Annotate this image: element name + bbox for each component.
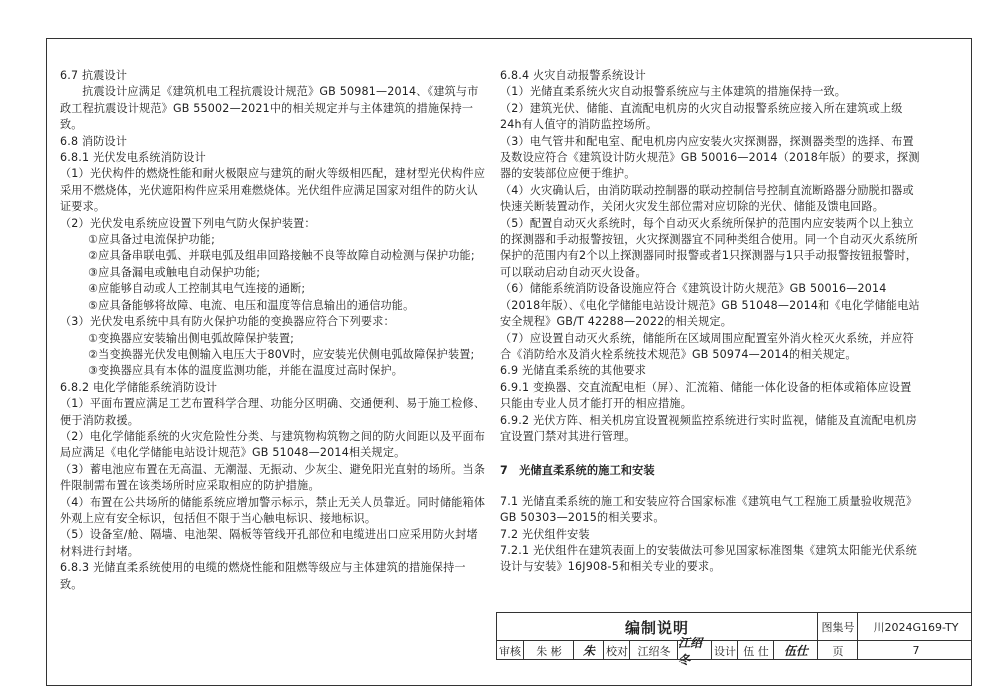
- section-6-7-body: 抗震设计应满足《建筑机电工程抗震设计规范》GB 50981—2014、《建筑与市政工程抗震设计规范》GB 55002—2021中的相关规定并与主体建筑的措施保持一致。: [60, 85, 479, 132]
- section-6-8-1-item-1: （1）光伏构件的燃烧性能和耐火极限应与建筑的耐火等级相匹配，建材型光伏构件应采用不燃烧体，光伏遮阳构件应采用难燃烧体。光伏组件应满足国家对组件的防火认证要求。: [60, 167, 486, 214]
- section-6-8-4-item-2: （2）建筑光伏、储能、直流配电机房的火灾自动报警系统应接入所在建筑或上级24h有人值守的消防监控场所。: [500, 101, 903, 132]
- review-label: 审核: [499, 644, 521, 658]
- section-6-8-1-title: 6.8.1 光伏发电系统消防设计: [60, 151, 206, 165]
- section-6-8-2-item-2: （2）电化学储能系统的火灾危险性分类、与建筑物构筑物之间的防火间距以及平面布局应满足《电化学储能电站设计规范》GB 51048—2014相关规定。: [60, 429, 486, 460]
- section-6-8-2-item-3: （3）蓄电池应布置在无高温、无潮湿、无振动、少灰尘、避免阳光直射的场所。当条件限制需布置在该类场所时应采取相应的防护措施。: [60, 462, 486, 493]
- section-7-2-1: 7.2.1 光伏组件在建筑表面上的安装做法可参见国家标准图集《建筑太阳能光伏系统设计与安装》16J908-5和相关专业的要求。: [500, 543, 917, 574]
- page-number: 7: [857, 641, 974, 660]
- section-6-8-title: 6.8 消防设计: [60, 134, 128, 148]
- designer-signature: 伍仕: [773, 641, 818, 660]
- section-6-8-4-item-1: （1）光储直柔系统火灾自动报警系统应与主体建筑的措施保持一致。: [500, 85, 847, 99]
- right-column: [500, 68, 920, 576]
- title-block: [496, 612, 972, 686]
- section-6-8-3: 6.8.3 光储直柔系统使用的电缆的燃烧性能和阻燃等级应与主体建筑的措施保持一致。: [60, 561, 466, 591]
- sub-item: ②当变换器光伏发电侧输入电压大于80V时，应安装光伏侧电弧故障保护装置;: [88, 347, 475, 361]
- atlas-number-label: 图集号: [817, 613, 858, 641]
- section-6-8-1-item-3: （3）光伏发电系统中具有防火保护功能的变换器应符合下列要求：: [60, 315, 395, 329]
- sub-item: ①应具备过电流保护功能;: [88, 233, 216, 247]
- section-6-8-4-item-3: （3）电气管井和配电室、配电机房内应安装火灾探测器，探测器类型的选择、布置及数设应符合《建筑设计防火规范》GB 50016—2014（2018年版）的要求，探测器的安装部位应便于维护。: [500, 134, 920, 181]
- title-block-header-row: [496, 612, 972, 640]
- section-6-8-2-item-1: （1）平面布置应满足工艺布置科学合理、功能分区明确、交通便利、易于施工检修、便于消防救援。: [60, 397, 486, 427]
- checker-name: 江绍冬: [629, 641, 678, 660]
- page-label: 页: [817, 641, 858, 660]
- section-6-8-2-item-5: （5）设备室/舱、隔墙、电池架、隔板等管线开孔部位和电缆进出口应采用防火封堵材料进行封堵。: [60, 528, 478, 558]
- section-7-2-title: 7.2 光伏组件安装: [500, 527, 590, 541]
- sub-item: ③变换器应具有本体的温度监测功能，并能在温度过高时保护。: [88, 364, 404, 378]
- section-6-7-title: 6.7 抗震设计: [60, 69, 128, 82]
- section-6-8-4-title: 6.8.4 火灾自动报警系统设计: [500, 69, 646, 82]
- sub-item: ⑤应具备能够将故障、电流、电压和温度等信息输出的通信功能。: [88, 298, 415, 312]
- sub-item: ①变换器应安装输出侧电弧故障保护装置;: [88, 331, 295, 345]
- section-7-title: 7 光储直柔系统的施工和安装: [500, 464, 655, 478]
- left-column: [60, 68, 488, 593]
- section-6-8-4-item-6: （6）储能系统消防设备设施应符合《建筑设计防火规范》GB 50016—2014（2018年版）、《电化学储能电站设计规范》GB 51048—2014和《电化学储能电站安全规程》GB/T 42288—2022的相关规定。: [500, 282, 920, 329]
- checker-signature: 江绍冬: [677, 641, 712, 660]
- reviewer-signature: 朱: [573, 641, 604, 660]
- section-6-8-4-item-4: （4）火灾确认后，由消防联动控制器的联动控制信号控制直流断路器分励脱扣器或快速关断装置动作，关闭火灾发生部位需对应切除的光伏、储能及馈电回路。: [500, 183, 914, 214]
- designer-name: 伍 仕: [737, 641, 774, 660]
- check-label: 校对: [603, 641, 630, 660]
- section-6-8-4-item-5: （5）配置自动灭火系统时，每个自动灭火系统所保护的范围内应安装两个以上独立的探测器和手动报警按钮，火灾探测器宜不同种类组合使用。同一个自动灭火系统所保护的范围内有2个以上探测器同时报警或者1只探测器与1只手动报警按钮报警时，可以联动启动自动灭火设备。: [500, 216, 918, 279]
- design-label: 设计: [711, 641, 738, 660]
- atlas-number: 川2024G169-TY: [857, 613, 974, 641]
- section-6-8-1-item-2: （2）光伏发电系统应设置下列电气防火保护装置：: [60, 216, 316, 230]
- signature-row: [496, 635, 972, 667]
- section-6-8-2-item-4: （4）布置在公共场所的储能系统应增加警示标示，禁止无关人员靠近。同时储能箱体外观上应有安全标识，包括但不限于当心触电标识、接地标识。: [60, 495, 486, 525]
- section-6-8-4-item-7: （7）应设置自动灭火系统，储能所在区域周围应配置室外消火栓灭火系统，并应符合《消防给水及消火栓系统技术规范》GB 50974—2014的相关规定。: [500, 331, 914, 361]
- sheet-title: 编制说明: [624, 618, 689, 637]
- sub-item: ②应具备串联电弧、并联电弧及组串回路接触不良等故障自动检测与保护功能;: [88, 249, 475, 263]
- reviewer-name: 朱 彬: [523, 641, 574, 660]
- section-6-8-2-title: 6.8.2 电化学储能系统消防设计: [60, 380, 218, 394]
- section-6-9-title: 6.9 光储直柔系统的其他要求: [500, 364, 647, 378]
- section-6-9-1: 6.9.1 变换器、交直流配电柜（屏）、汇流箱、储能一体化设备的柜体或箱体应设置只能由专业人员才能打开的相应措施。: [500, 380, 912, 411]
- section-6-9-2: 6.9.2 光伏方阵、相关机房宜设置视频监控系统进行实时监视，储能及直流配电机房宜设置门禁对其进行管理。: [500, 413, 917, 443]
- section-7-1: 7.1 光储直柔系统的施工和安装应符合国家标准《建筑电气工程施工质量验收规范》GB 50303—2015的相关要求。: [500, 494, 918, 525]
- sub-item: ③应具备漏电或触电自动保护功能;: [88, 265, 261, 279]
- sub-item: ④应能够自动或人工控制其电气连接的通断;: [88, 282, 306, 296]
